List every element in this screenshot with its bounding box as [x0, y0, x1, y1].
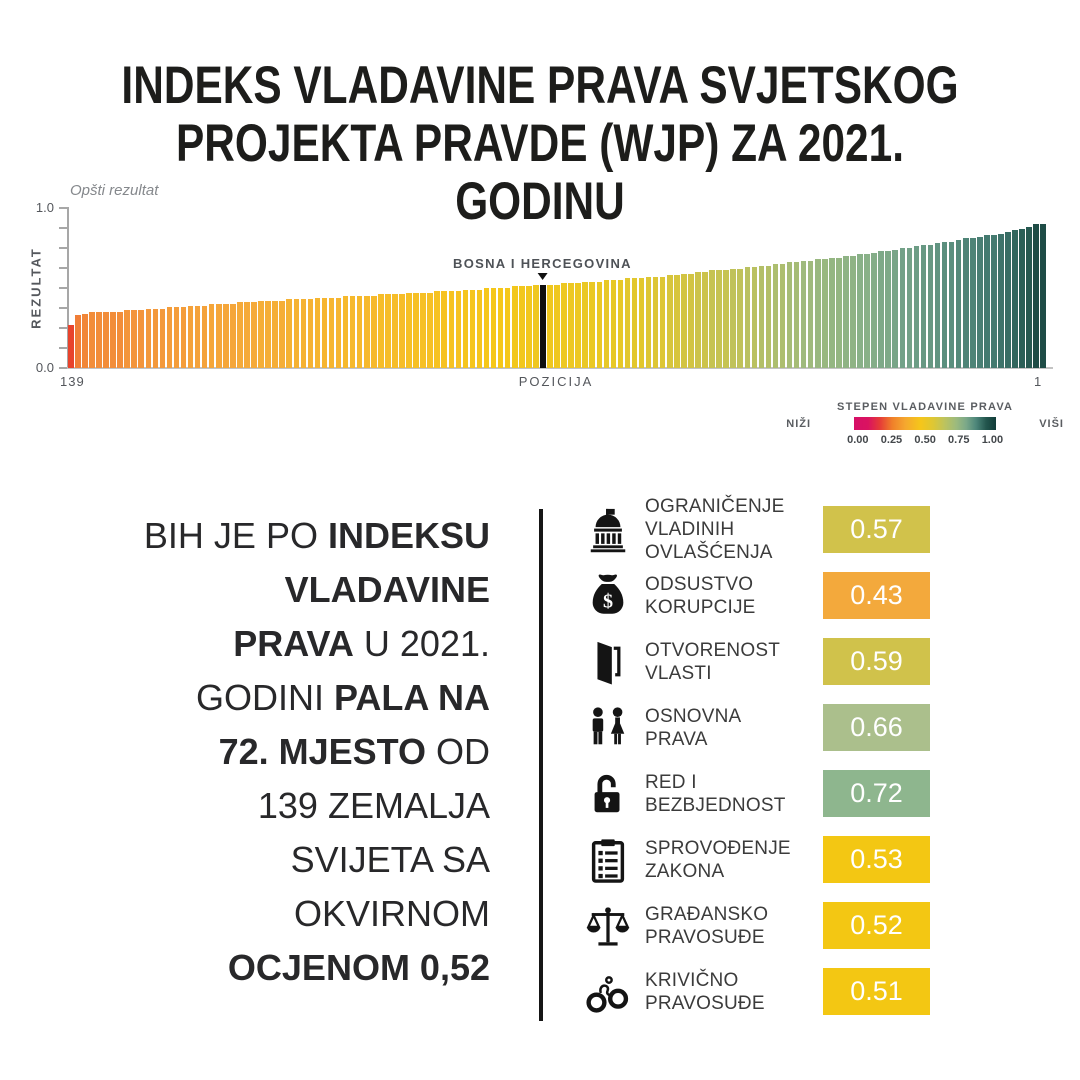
chart-bar [554, 285, 560, 368]
chart-bar [286, 299, 292, 368]
legend-tick-label: 0.25 [880, 434, 903, 446]
summary-line: GODINI PALA NA [195, 677, 490, 718]
chart-bar [188, 306, 194, 368]
chart-bar [815, 259, 821, 368]
chart-bar [780, 264, 786, 368]
chart-bar [639, 278, 645, 368]
chart-bar [1040, 224, 1046, 368]
factor-row [584, 572, 930, 619]
chart-bar [174, 307, 180, 368]
chart-bar [463, 290, 469, 368]
clipboard-icon [584, 836, 632, 884]
people-icon [584, 704, 632, 752]
y-tick [59, 247, 67, 249]
chart-bar [406, 293, 412, 368]
factor-list [584, 496, 930, 1034]
legend-tick-label: 0.75 [948, 434, 970, 446]
chart-bar [667, 275, 673, 368]
chart-bar [794, 262, 800, 368]
government-building-icon [584, 506, 632, 554]
chart-bar [773, 264, 779, 368]
chart-bar [1005, 232, 1011, 368]
chart-bar [230, 304, 236, 368]
chart-bar [730, 269, 736, 368]
chart-bar [653, 277, 659, 368]
chart-bar [209, 304, 215, 368]
chart-bar [272, 301, 278, 368]
y-tick-label-bottom: 0.0 [35, 360, 54, 375]
chart-bar [836, 258, 842, 368]
chart-bar [301, 299, 307, 368]
scales-icon [584, 902, 632, 950]
factor-row [584, 496, 930, 563]
chart-bar [1019, 229, 1025, 368]
chart-bar [864, 254, 870, 368]
highlight-country-label: BOSNA I HERCEGOVINA [453, 256, 632, 271]
chart-bar [315, 298, 321, 368]
legend-tick-labels [847, 434, 1003, 446]
chart-bar [329, 298, 335, 368]
chart-bar [103, 312, 109, 368]
summary-line: VLADAVINE [284, 569, 490, 610]
chart-bar [357, 296, 363, 368]
legend-higher-label: VIŠI [1039, 417, 1064, 430]
chart-bar [829, 258, 835, 368]
factor-row [584, 902, 930, 949]
legend-tick-label: 0.50 [914, 434, 936, 446]
y-tick [59, 227, 67, 229]
chart-bar [568, 283, 574, 368]
chart-bar [420, 293, 426, 368]
chart-bar [470, 290, 476, 368]
chart-bar [512, 286, 518, 368]
chart-bar [1033, 224, 1039, 368]
legend-tick-label: 0.00 [847, 434, 869, 446]
chart-bar [343, 296, 349, 368]
chart-bar [167, 307, 173, 368]
chart-bar [449, 291, 455, 368]
summary-text [80, 509, 490, 995]
x-tick-first-rank: 1 [1034, 374, 1043, 389]
factor-score-badge: 0.53 [823, 836, 930, 883]
chart-bar [336, 298, 342, 368]
chart-bar [716, 270, 722, 368]
chart-bar [843, 256, 849, 368]
chart-bar [885, 251, 891, 368]
chart-bar [857, 254, 863, 368]
legend-scale [837, 401, 1013, 446]
chart-bar [582, 282, 588, 368]
chart-bar [759, 266, 765, 368]
chart-bar [195, 306, 201, 368]
chart-bar [308, 299, 314, 368]
vertical-divider [539, 509, 543, 1021]
chart-bar [561, 283, 567, 368]
chart-bar [153, 309, 159, 368]
chart-bar [519, 286, 525, 368]
chart-bar [808, 261, 814, 368]
factor-label: OTVORENOST VLASTI [645, 639, 781, 684]
chart-bar [723, 270, 729, 368]
chart-bar [251, 302, 257, 368]
padlock-icon [584, 770, 632, 818]
chart-bar [949, 242, 955, 368]
factor-row [584, 968, 930, 1015]
chart-bar [456, 291, 462, 368]
chart-bar [787, 262, 793, 368]
chart-bar [146, 309, 152, 368]
legend-gradient-bar [854, 417, 996, 430]
chart-bar [82, 314, 88, 368]
chart-bar [604, 280, 610, 368]
highlight-marker [453, 256, 632, 280]
chart-bar [68, 325, 74, 368]
y-tick-label-top: 1.0 [35, 200, 54, 215]
chart-bar [89, 312, 95, 368]
chart-bar [181, 307, 187, 368]
chart-bar [998, 234, 1004, 368]
chart-bar [505, 288, 511, 368]
factor-score-badge: 0.66 [823, 704, 930, 751]
y-tick [59, 287, 67, 289]
chart-bar [766, 266, 772, 368]
chart-bar [399, 294, 405, 368]
factor-score-badge: 0.59 [823, 638, 930, 685]
summary-line: SVIJETA SA [290, 839, 490, 880]
chart-bar [392, 294, 398, 368]
y-tick [59, 267, 67, 269]
page-title-line1: INDEKS VLADAVINE PRAVA SVJETSKOG [121, 56, 959, 115]
chart-bar [984, 235, 990, 368]
factor-score-badge: 0.72 [823, 770, 930, 817]
chart-bar [928, 245, 934, 368]
factor-label: ODSUSTVO KORUPCIJE [645, 573, 756, 618]
chart-bar [427, 293, 433, 368]
chart-bar [575, 283, 581, 368]
chart-bar [709, 270, 715, 368]
y-tick [59, 207, 67, 209]
factor-label: KRIVIČNO PRAVOSUĐE [645, 969, 765, 1014]
factor-row [584, 638, 930, 685]
y-tick [59, 307, 67, 309]
chart-bar [533, 285, 539, 368]
x-tick-last-rank: 139 [60, 374, 85, 389]
chart-bar [385, 294, 391, 368]
chart-bars [68, 208, 1045, 368]
chart-bar [364, 296, 370, 368]
chart-bar [124, 310, 130, 368]
chart-bar [801, 261, 807, 368]
chart-bar [878, 251, 884, 368]
summary-line: BIH JE PO INDEKSU [143, 515, 490, 556]
chart-bar [822, 259, 828, 368]
chart-bar [970, 238, 976, 368]
chart-bar [244, 302, 250, 368]
chart-bar [702, 272, 708, 368]
factor-score-badge: 0.57 [823, 506, 930, 553]
chart-bar [956, 240, 962, 368]
chart-bar [491, 288, 497, 368]
x-axis-title: POZICIJA [518, 374, 594, 389]
factor-row [584, 836, 930, 883]
chart-bar [237, 302, 243, 368]
chart-bar [294, 299, 300, 368]
chart-bar [117, 312, 123, 368]
chart-bar [991, 235, 997, 368]
chart-bar [1012, 230, 1018, 368]
chart-bar [350, 296, 356, 368]
legend-lower-label: NIŽI [786, 417, 812, 430]
chart-bar [138, 310, 144, 368]
chart-bar [547, 285, 553, 368]
chart-bar [279, 301, 285, 368]
chart-bar [942, 242, 948, 368]
chart-bar [907, 248, 913, 368]
chart-bar [914, 246, 920, 368]
chart-bar [216, 304, 222, 368]
chart-bar [900, 248, 906, 368]
chart-bar [413, 293, 419, 368]
y-tick [59, 347, 67, 349]
chart-bar [632, 278, 638, 368]
chart-bar [526, 286, 532, 368]
summary-line: PRAVA U 2021. [233, 623, 490, 664]
factor-label: GRAĐANSKO PRAVOSUĐE [645, 903, 769, 948]
legend-title: STEPEN VLADAVINE PRAVA [837, 401, 1014, 413]
chart-bar [611, 280, 617, 368]
page-title [108, 57, 972, 231]
y-tick [59, 327, 67, 329]
chart-bar [921, 245, 927, 368]
chart-bar [258, 301, 264, 368]
chart-bar [131, 310, 137, 368]
factor-row [584, 704, 930, 751]
summary-line: OCJENOM 0,52 [227, 947, 490, 988]
chart-bar [892, 250, 898, 368]
open-door-icon [584, 638, 632, 686]
chart-bar [745, 267, 751, 368]
chart-bar [589, 282, 595, 368]
chart-bar [434, 291, 440, 368]
summary-line: 72. MJESTO OD [218, 731, 490, 772]
summary-line: OKVIRNOM [293, 893, 490, 934]
factor-label: SPROVOĐENJE ZAKONA [645, 837, 791, 882]
chart-bar [1026, 227, 1032, 368]
chart-bar [674, 275, 680, 368]
chart-bar [850, 256, 856, 368]
chart-bar [378, 294, 384, 368]
chart-bar [371, 296, 377, 368]
factor-score-badge: 0.52 [823, 902, 930, 949]
chart-bar [484, 288, 490, 368]
svg-text:$: $ [602, 590, 614, 612]
chart-bar [441, 291, 447, 368]
chart-bar [963, 238, 969, 368]
page-title-line2: PROJEKTA PRAVDE (WJP) ZA 2021. GODINU [175, 114, 905, 231]
marker-arrow-icon [537, 273, 547, 280]
factor-score-badge: 0.51 [823, 968, 930, 1015]
chart-bar [681, 274, 687, 368]
chart-bar [646, 277, 652, 368]
chart-bar-highlight [540, 285, 546, 368]
chart-subtitle: Opšti rezultat [70, 182, 159, 199]
chart-bar [935, 243, 941, 368]
chart-bar [977, 237, 983, 368]
chart-bar [597, 282, 603, 368]
y-tick [59, 367, 67, 369]
factor-row [584, 770, 930, 817]
chart-bar [498, 288, 504, 368]
color-legend [786, 401, 1064, 446]
chart-bar [695, 272, 701, 368]
summary-line: 139 ZEMALJA [257, 785, 490, 826]
chart-bar [202, 306, 208, 368]
chart-bar [322, 298, 328, 368]
chart-bar [752, 267, 758, 368]
chart-bar [737, 269, 743, 368]
money-bag-icon [584, 572, 632, 620]
chart-bar [160, 309, 166, 368]
factor-label: RED I BEZBJEDNOST [645, 771, 786, 816]
chart-bar [75, 315, 81, 368]
chart-bar [110, 312, 116, 368]
chart-bar [96, 312, 102, 368]
chart-bar [265, 301, 271, 368]
chart-bar [660, 277, 666, 368]
y-axis-title: REZULTAT [28, 247, 44, 329]
chart-bar [223, 304, 229, 368]
chart-bar [871, 253, 877, 368]
chart-bar [625, 278, 631, 368]
handcuffs-icon [584, 968, 632, 1016]
factor-label: OSNOVNA PRAVA [645, 705, 742, 750]
factor-label: OGRANIČENJE VLADINIH OVLAŠĆENJA [645, 496, 785, 563]
chart-bar [477, 290, 483, 368]
chart-bar [618, 280, 624, 368]
factor-score-badge: 0.43 [823, 572, 930, 619]
chart-bar [688, 274, 694, 368]
legend-tick-label: 1.00 [981, 434, 1004, 446]
